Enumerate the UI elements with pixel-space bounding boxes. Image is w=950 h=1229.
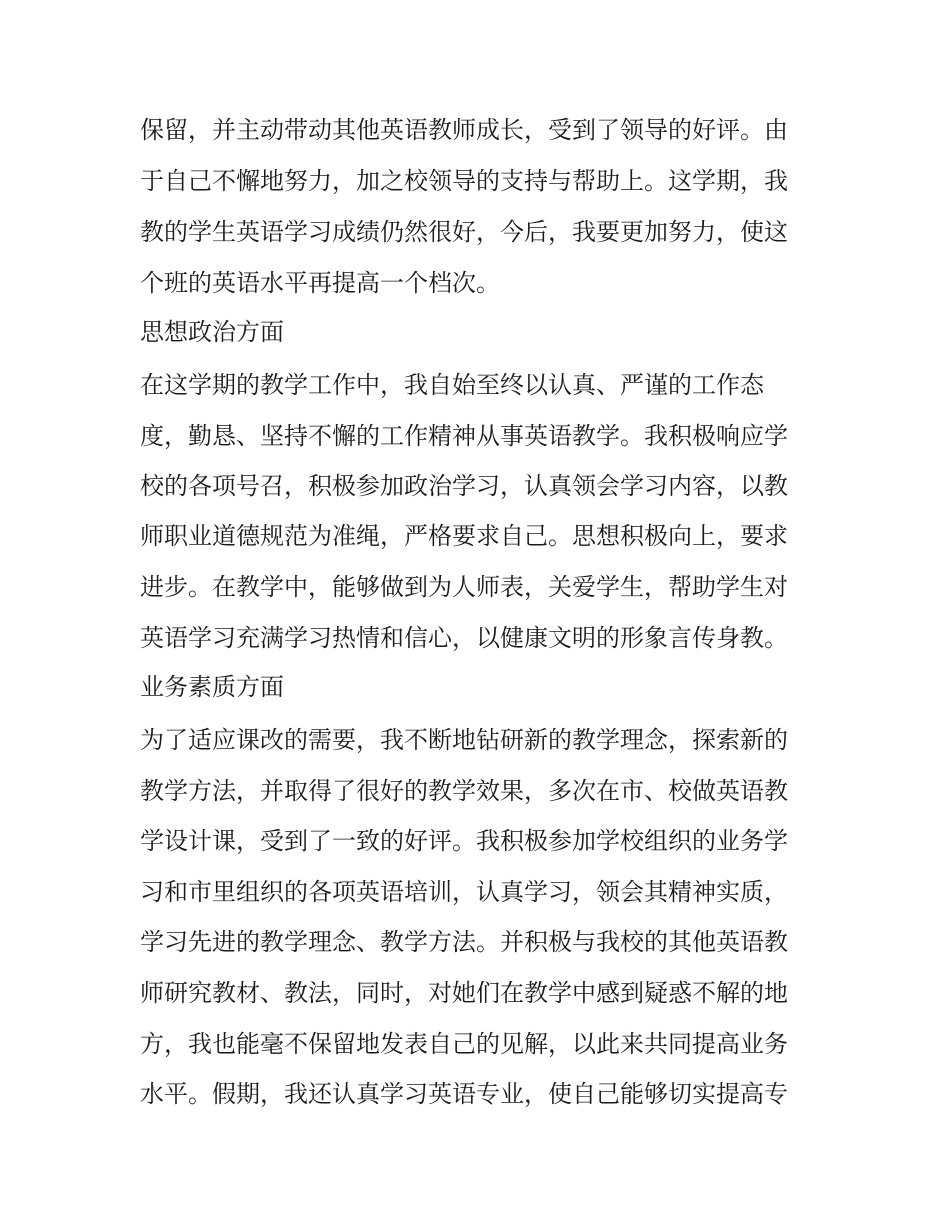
text-line: 师研究教材、教法，同时，对她们在教学中感到疑惑不解的地 xyxy=(140,979,788,1007)
text-line: 为了适应课改的需要，我不断地钻研新的教学理念，探索新的 xyxy=(140,726,788,754)
text-line: 水平。假期，我还认真学习英语专业，使自己能够切实提高专 xyxy=(140,1080,788,1108)
text-line: 校的各项号召，积极参加政治学习，认真领会学习内容，以教 xyxy=(140,472,788,500)
text-line: 学习先进的教学理念、教学方法。并积极与我校的其他英语教 xyxy=(140,928,788,956)
text-line: 师职业道德规范为准绳，严格要求自己。思想积极向上，要求 xyxy=(140,522,788,550)
section-heading: 业务素质方面 xyxy=(140,673,284,701)
text-line: 习和市里组织的各项英语培训，认真学习，领会其精神实质， xyxy=(140,878,788,906)
text-line: 教学方法，并取得了很好的教学效果，多次在市、校做英语教 xyxy=(140,777,788,805)
text-line: 保留，并主动带动其他英语教师成长，受到了领导的好评。由 xyxy=(140,116,788,144)
text-line: 度，勤恳、坚持不懈的工作精神从事英语教学。我积极响应学 xyxy=(140,422,788,450)
text-line: 在这学期的教学工作中，我自始至终以认真、严谨的工作态 xyxy=(140,371,764,399)
text-line: 教的学生英语学习成绩仍然很好，今后，我要更加努力，使这 xyxy=(140,218,788,246)
text-line: 学设计课，受到了一致的好评。我积极参加学校组织的业务学 xyxy=(140,827,788,855)
text-line: 方，我也能毫不保留地发表自己的见解，以此来共同提高业务 xyxy=(140,1030,788,1058)
text-line: 进步。在教学中，能够做到为人师表，关爱学生，帮助学生对 xyxy=(140,573,788,601)
section-heading: 思想政治方面 xyxy=(140,318,284,346)
text-line: 个班的英语水平再提高一个档次。 xyxy=(140,269,500,297)
text-line: 于自己不懈地努力，加之校领导的支持与帮助上。这学期，我 xyxy=(140,167,788,195)
text-line: 英语学习充满学习热情和信心，以健康文明的形象言传身教。 xyxy=(140,624,788,652)
